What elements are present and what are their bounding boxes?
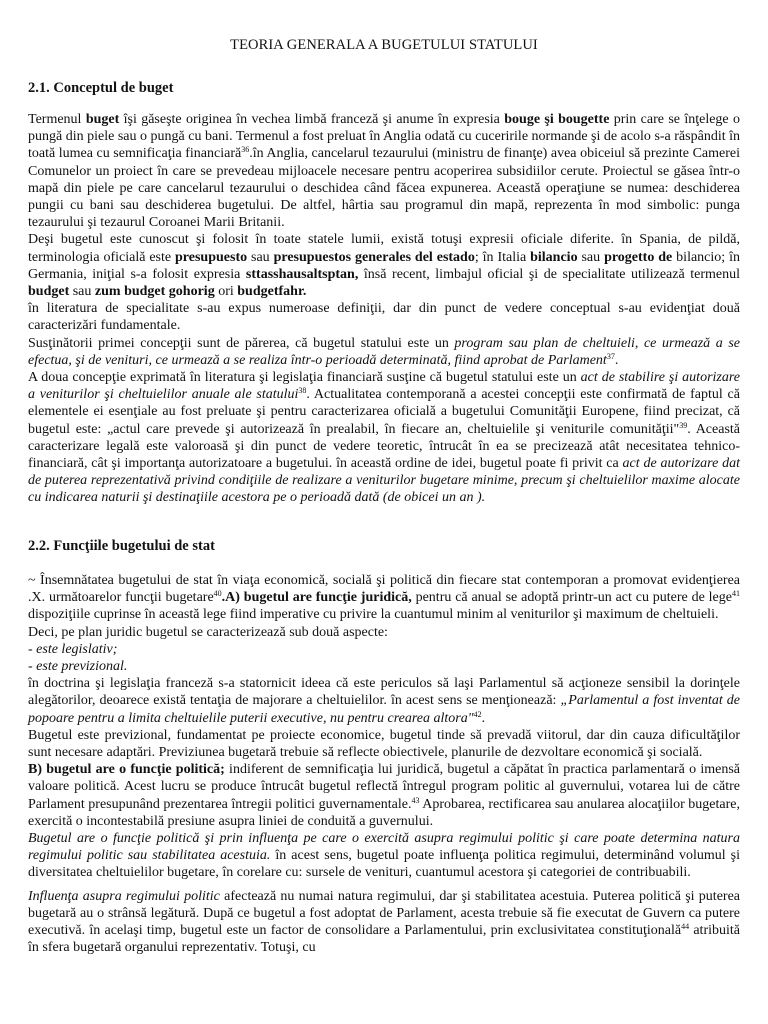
paragraph-11: Bugetul are o funcţie politică şi prin influenţa pe care o exercită asupra regimului politic şi care poate determina natura regimului politic sau stabilitatea acestuia. în acest sens, bugetul poate influenţa politica regimului, determinând volumul şi diversitatea cheltuielilor bugetare, în corelare cu: sursele de venituri, cuantumul acestora şi categoriei de contribuabili. bbox=[28, 831, 740, 881]
section-2-2-body bbox=[28, 572, 740, 956]
paragraph-9: Bugetul este previzional, fundamentat pe proiecte economice, bugetul tinde să prevadă viitorul, dar din cauza dificultăţilor sunt necesare adaptări. Previziunea bugetară trebuie să reflecte obiectivele, planurile de dezvoltare economică şi socială. bbox=[28, 727, 740, 761]
footnote-ref-40: 40 bbox=[213, 589, 222, 599]
footnote-ref-39: 39 bbox=[679, 420, 688, 430]
section-heading-2-1: 2.1. Conceptul de buget bbox=[28, 80, 174, 96]
paragraph-6: ~ Însemnătatea bugetului de stat în viaţa economică, socială şi politică din fiecare stat contemporan a promovat evidenţierea .X. următoarelor funcţii bugetare$^{40}$.A) bugetul are funcţie juridică, pentru că anual se adoptă printr-un act cu putere de lege$^{41}$ dispoziţiile cuprinse în această lege fiind imperative cu privire la cuantumul minim al veniturilor şi maximum de cheltuieli. bbox=[28, 573, 740, 623]
aspect-legislativ: - este legislativ; bbox=[28, 641, 118, 657]
paragraph-12: Influenţa asupra regimului politic afectează nu numai natura regimului, dar şi stabilitatea acestuia. Puterea politică şi puterea bugetară au o strânsă legătură. După ce bugetul a fost adoptat de Parlament, acesta trebuie să fie executat de Guvern ca putere executivă. în acelaşi timp, bugetul este un factor de consolidare a Parlamentului, prin exclusivitatea constituţională$^{44}$ atribuită în sfera bugetară organului reprezentativ. Totuşi, cu bbox=[28, 888, 740, 956]
footnote-ref-36: 36 bbox=[241, 145, 250, 155]
paragraph-3: în literatura de specialitate s-au expus numeroase definiţii, dar din punct de vedere conceptual s-au evidenţiat două caracterizări fundamentale. bbox=[28, 301, 740, 334]
paragraph-10: B) bugetul are o funcţie politică; indiferent de semnificaţia lui juridică, bugetul a căpătat în practica parlamentară o imensă valoare politică. Acest lucru se produce întrucât bugetul reflectă întregul program politic al guvernului, votarea lui de către Parlament presupunând prezentarea întregii politici guvernamentale.$^{43}$ Aprobarea, rectificarea sau anularea alocaţiilor bugetare, exercită o incontestabilă presiune asupra liniei de conduită a guvernului. bbox=[28, 762, 740, 829]
paragraph-1: Termenul buget îşi găseşte originea în vechea limbă franceză şi anume în expresia bouge şi bougette prin care se înţelege o pungă din piele sau o pungă cu bani. Termenul a fost preluat în Anglia odată cu cuceririle normande şi de acolo s-a răspândit în toată lumea cu semnificaţia financiară$^{36}$.în Anglia, cancelarul tezaurului (ministru de finanţe) avea obiceiul să prezinte Camerei Comunelor un proiect în care se prevedeau mijloacele necesare pentru acoperirea subsidiilor cerute. Proiectul se găsea într-o mapă din piele pe care cancelarul tezaurului o deschidea când făcea expunerea. Această operaţiune se numea: deschiderea pungii cu bani sau deschiderea bugetului. De altfel, hârtia sau programul din mapă, reprezenta în mod simbolic: punga tezaurului şi tezaurul Coroanei Marii Britanii. bbox=[28, 112, 741, 231]
paragraph-5: A doua concepţie exprimată în literatura şi legislaţia financiară susţine că bugetul statului este un act de stabilire şi autorizare a veniturilor şi cheltuielilor anuale ale statului$^{38}$. Actualitatea contemporană a acestei concepţii este confirmată de faptul că elementele ei esenţiale au fost preluate şi pentru caracterizarea oficială a bugetului Comunităţii Europene, fiind precizat, că bugetul este: „actul care prevede şi autorizează în prealabil, în fiecare an, cheltuielile şi veniturile comunităţii"$^{39}$. Această caracterizare legală este valoroasă şi din punct de vedere teoretic, întrucât în ea se precizează atât necesitatea tehnico-financiară, cât şi importanţa autorizatoare a bugetului. în această ordine de idei, bugetul poate fi privit ca act de autorizare dat de puterea reprezentativă privind condiţiile de realizare a veniturilor bugetare minime, precum şi cheltuielilor maxime alocate cu indicarea naturii şi destinaţiile acestora pe o perioadă dată (de obicei un an ). bbox=[28, 370, 741, 506]
section-heading-2-2: 2.2. Funcţiile bugetului de stat bbox=[28, 538, 215, 554]
paragraph-4: Susţinătorii primei concepţii sunt de părerea, că bugetul statului este un program sau plan de cheltuieli, ce urmează a se efectua, şi de venituri, ce urmează a se realiza într-o perioadă determinată, fiind aprobat de Parlament$^{37}$. bbox=[28, 335, 740, 368]
footnote-ref-42: 42 bbox=[473, 709, 482, 719]
paragraph-8: în doctrina şi legislaţia franceză s-a statornicit ideea că este periculos să laşi Parlamentul să acţioneze sensibil la dorinţele alegătorilor, deoarece există tentaţia de majorare a cheltuielilor. în acest sens se menţionează: „Parlamentul a fost inventat de popoare pentru a limita cheltuielile puterii executive, nu pentru crearea altora"$^{42}$. bbox=[28, 676, 740, 726]
footnote-ref-41: 41 bbox=[731, 589, 740, 599]
section-2-1-body bbox=[28, 111, 740, 507]
footnote-ref-37: 37 bbox=[606, 351, 615, 361]
paragraph-7: Deci, pe plan juridic bugetul se caracterizează sub două aspecte: bbox=[28, 624, 388, 640]
aspect-previzional: - este previzional. bbox=[28, 659, 128, 675]
document-title: TEORIA GENERALA A BUGETULUI STATULUI bbox=[230, 37, 538, 53]
footnote-ref-44: 44 bbox=[681, 922, 690, 932]
paragraph-2: Deşi bugetul este cunoscut şi folosit în toate statele lumii, există totuşi expresii oficiale diferite. în Spania, de pildă, terminologia oficială este presupuesto sau presupuestos generales del estado; în Italia bilancio sau progetto de bilancio; în Germania, iniţial s-a folosit expresia sttasshausaltsptan, însă recent, limbajul oficial şi de specialitate utilizează termenul budget sau zum budget gohorig ori budgetfahr. bbox=[28, 232, 740, 300]
footnote-ref-38: 38 bbox=[298, 386, 307, 396]
footnote-ref-43: 43 bbox=[411, 795, 420, 805]
